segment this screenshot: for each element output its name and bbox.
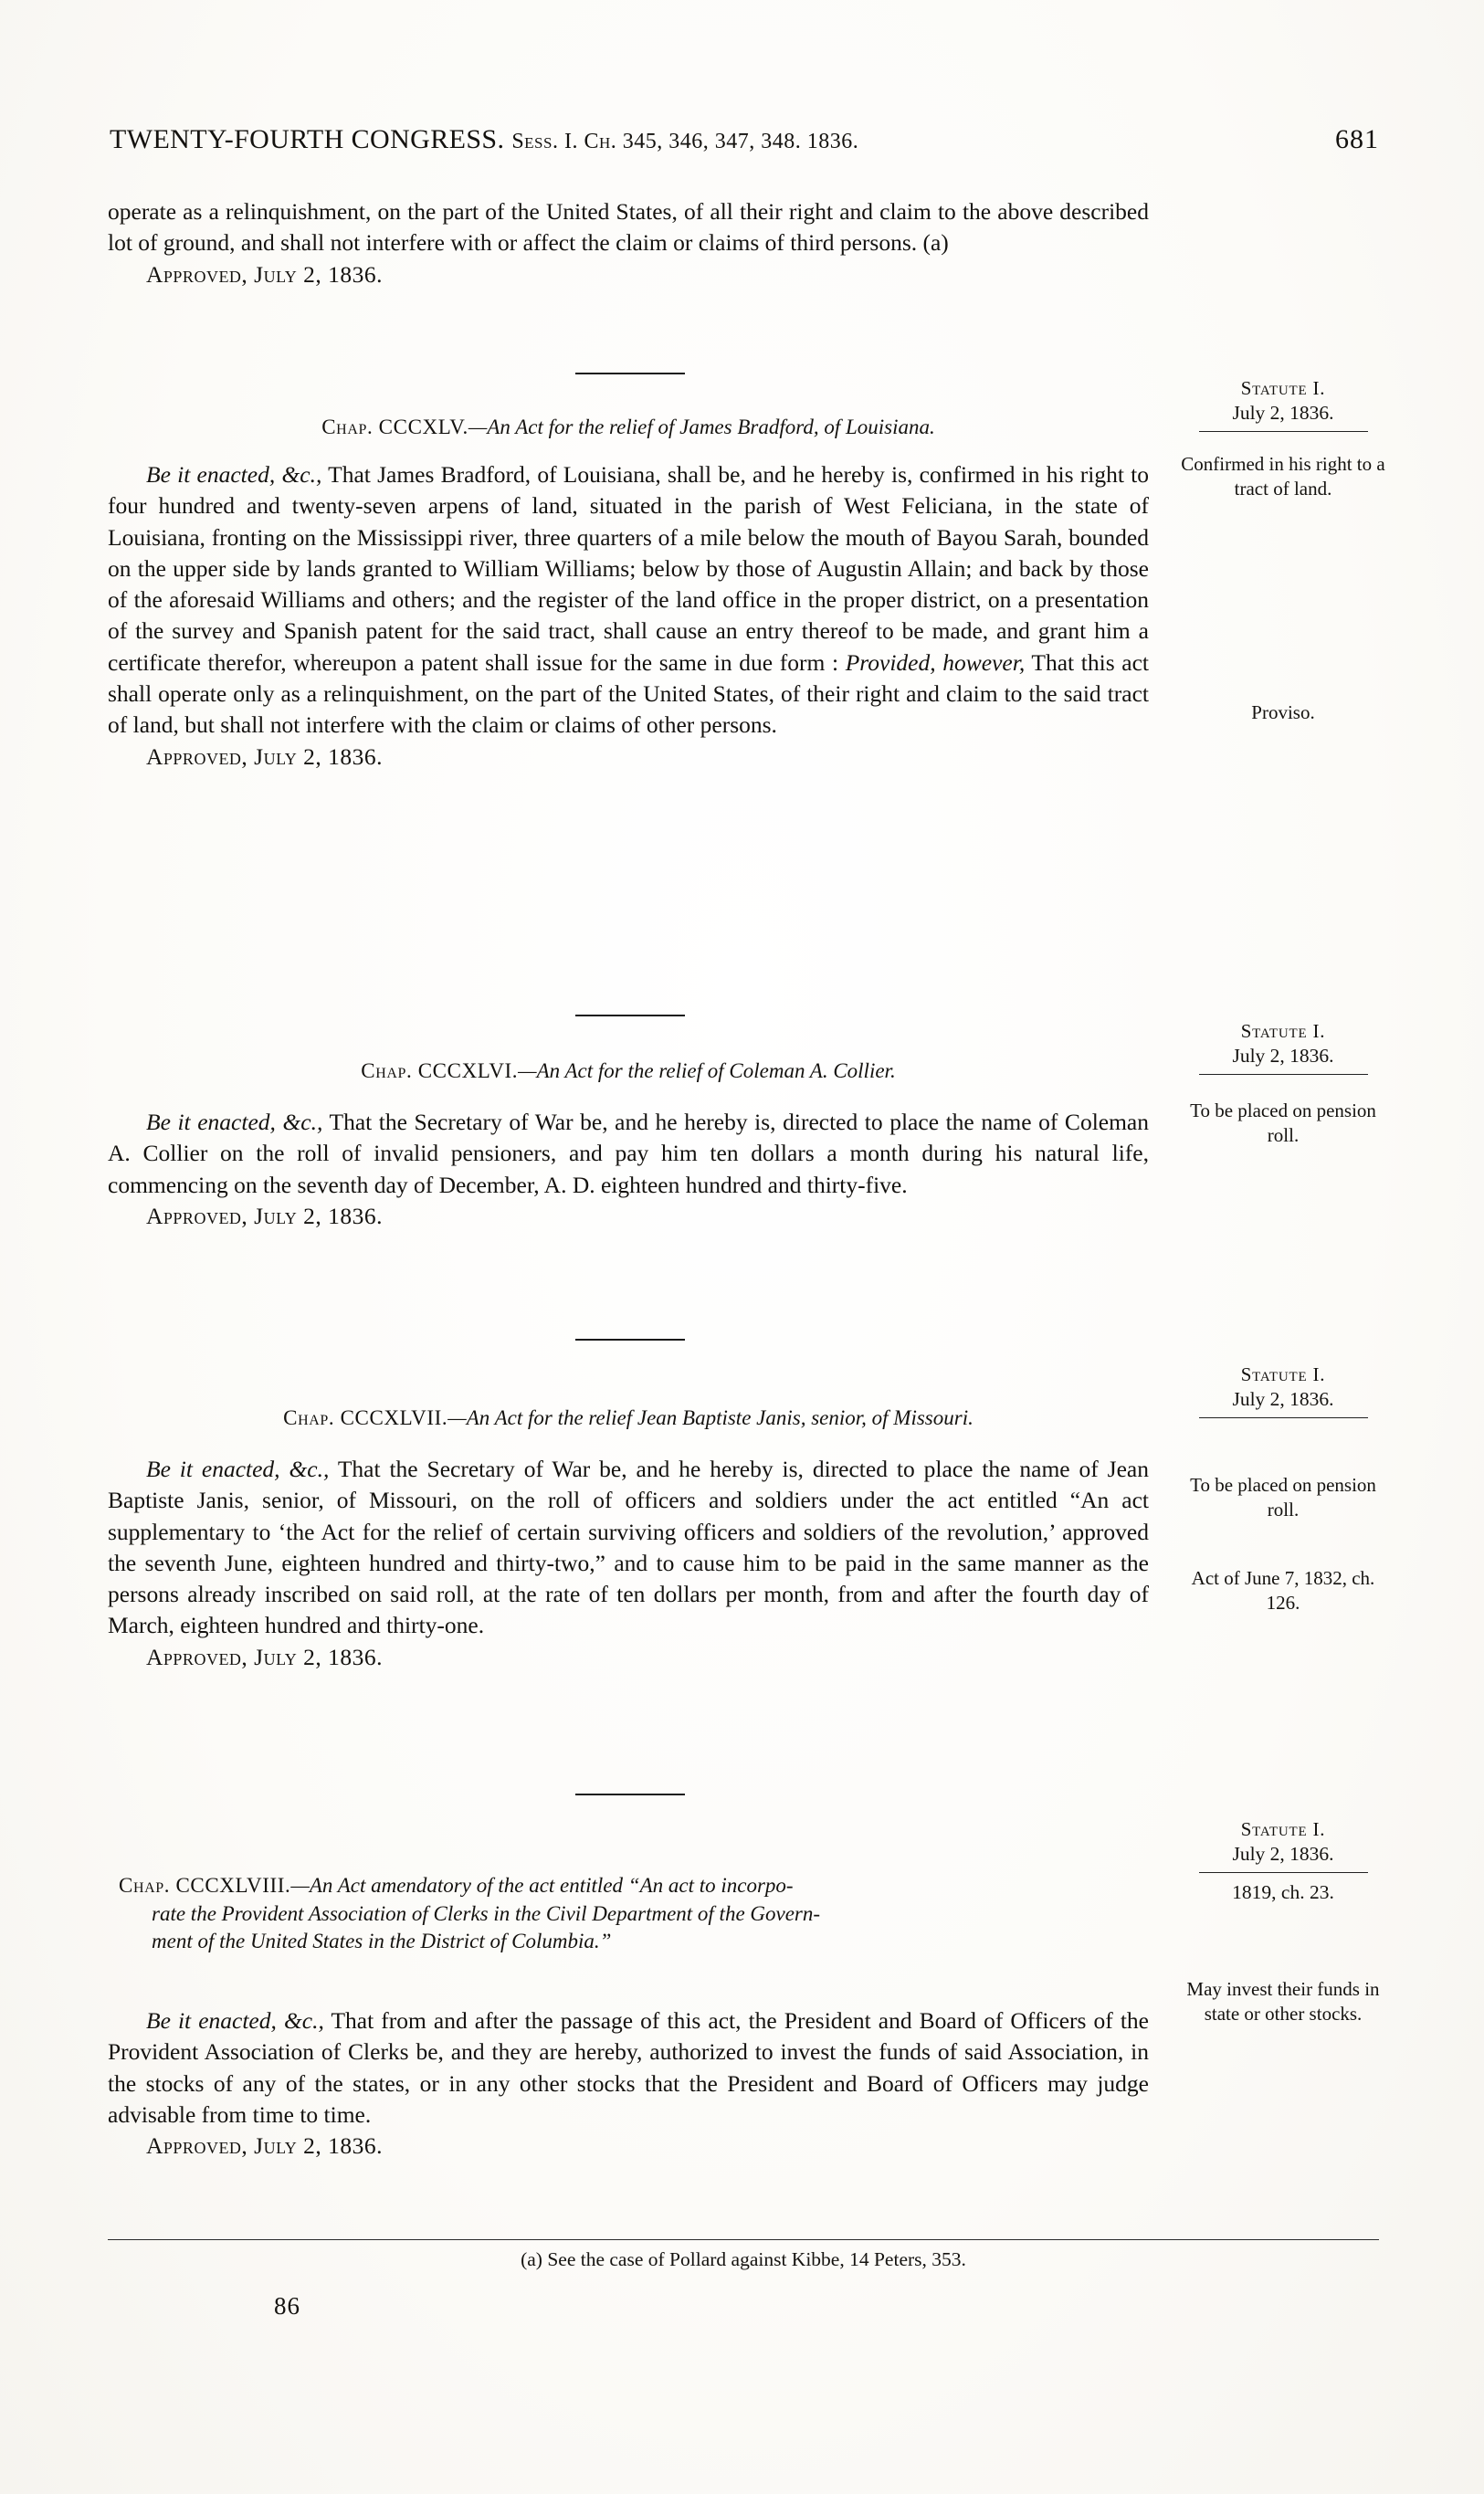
continued-paragraph: operate as a relinquishment, on the part of the United States, of all their right and claim to the above described lot of ground, and shall not interfere with or affect the claim or claims of third persons. (a) xyxy=(108,198,1149,257)
chapter-345-body-tail: That this act shall operate only as a relinquishment, on the part of the United States, of their right and claim to the said tract of land, but shall not interfere with the claim or claims of other persons. xyxy=(108,648,1149,739)
statute-date-345: July 2, 1836. xyxy=(1232,402,1334,425)
section-divider-rule-3 xyxy=(575,1339,685,1341)
margin-rule-346 xyxy=(1199,1074,1368,1075)
statute-label-345: Statute I. xyxy=(1240,377,1326,399)
chapter-347-dash: — xyxy=(447,1406,467,1429)
signature-mark: 86 xyxy=(274,2292,300,2320)
margin-note-345 xyxy=(1178,376,1388,725)
chapter-348-title-line2: rate the Provident Association of Clerks in the Civil Department of the Govern- xyxy=(152,1901,821,1925)
chapter-348-heading xyxy=(119,1872,1142,1956)
margin-note-348 xyxy=(1178,1817,1388,2026)
chapter-348-title-line3: ment of the United States in the District of Columbia.” xyxy=(152,1930,612,1953)
margin-note-346-1: To be placed on pension roll. xyxy=(1190,1100,1376,1147)
statute-label-346: Statute I. xyxy=(1240,1020,1326,1042)
running-head xyxy=(110,124,1379,155)
chapter-348-body-block xyxy=(108,2005,1149,2162)
chapter-346-number: Chap. CCCXLVI. xyxy=(361,1059,519,1082)
approved-line-top: Approved, July 2, 1836. xyxy=(146,260,384,288)
section-divider-rule-2 xyxy=(575,1015,685,1016)
chapter-345-title: An Act for the relief of James Bradford, of Louisiana. xyxy=(487,416,935,438)
continued-paragraph-block xyxy=(108,196,1149,290)
chapter-345-body xyxy=(108,459,1149,742)
statute-reference-348: 1819, ch. 23. xyxy=(1232,1881,1334,1904)
approved-line-348: Approved, July 2, 1836. xyxy=(146,2132,384,2160)
chapter-348-dash: — xyxy=(290,1874,310,1897)
section-divider-rule xyxy=(575,373,685,374)
margin-note-348-1: May invest their funds in state or other stocks. xyxy=(1186,1978,1380,2026)
approved-line-345: Approved, July 2, 1836. xyxy=(146,742,384,770)
chapter-348-body xyxy=(108,2005,1149,2131)
statute-label-347: Statute I. xyxy=(1240,1363,1326,1385)
page-title-congress: TWENTY-FOURTH CONGRESS. xyxy=(110,124,505,154)
margin-note-346 xyxy=(1178,1019,1388,1148)
margin-note-347 xyxy=(1178,1363,1388,1615)
chapter-346-body xyxy=(108,1107,1149,1201)
chapter-346-title: An Act for the relief of Coleman A. Collier. xyxy=(536,1059,896,1082)
chapter-345-proviso-italic: Provided, however, xyxy=(845,648,1026,676)
chapter-347-heading-block xyxy=(108,1405,1149,1433)
footnote-rule xyxy=(108,2239,1379,2240)
margin-rule-345 xyxy=(1199,431,1368,432)
page-number: 681 xyxy=(1335,124,1379,154)
statute-date-347: July 2, 1836. xyxy=(1232,1388,1334,1411)
margin-rule-347 xyxy=(1199,1417,1368,1418)
statute-date-348: July 2, 1836. xyxy=(1232,1843,1334,1866)
enacting-clause-346: Be it enacted, &c., xyxy=(146,1109,323,1135)
margin-note-345-1: Confirmed in his right to a tract of land. xyxy=(1181,453,1385,500)
approved-line-346: Approved, July 2, 1836. xyxy=(146,1202,384,1229)
margin-note-347-1: To be placed on pension roll. xyxy=(1190,1474,1376,1521)
chapter-346-body-text: That the Secretary of War be, and he hereby is, directed to place the name of Coleman A. Collier on the roll of invalid pensioners, and pay him ten dollars a month during his natural life, commencing on the seventh day of December, A. D. eighteen hundred and thirty-five. xyxy=(108,1109,1149,1198)
chapter-345-heading-block xyxy=(108,414,1149,442)
chapter-347-heading xyxy=(108,1405,1149,1433)
section-divider-rule-4 xyxy=(575,1794,685,1795)
enacting-clause-345: Be it enacted, &c., xyxy=(146,461,322,488)
chapter-347-title: An Act for the relief Jean Baptiste Janis, senior, of Missouri. xyxy=(466,1406,974,1429)
chapter-348-body-text: That from and after the passage of this act, the President and Board of Officers of the Provident Association of Clerks be, and they are hereby, authorized to invest the funds of said Association, in the stocks of any of the states, or in any other stocks that the President and Board of Officers may judge advisable from time to time. xyxy=(108,2007,1149,2128)
chapter-347-body-text: That the Secretary of War be, and he hereby is, directed to place the name of Jean Baptiste Janis, senior, of Missouri, on the roll of officers and soldiers under the act entitled “An act supplementary to ‘the Act for the relief of certain surviving officers and soldiers of the revolution,’ approved the seventh June, eighteen hundred and thirty-two,” and to cause him to be paid in the same manner as the persons already inscribed on said roll, at the rate of ten dollars per month, from and after the fourth day of March, eighteen hundred and thirty-one. xyxy=(108,1456,1149,1639)
margin-rule-348 xyxy=(1199,1872,1368,1873)
statute-label-348: Statute I. xyxy=(1240,1818,1326,1840)
chapter-347-body-block xyxy=(108,1454,1149,1673)
chapter-345-number: Chap. CCCXLV. xyxy=(321,416,468,438)
margin-note-345-2: Proviso. xyxy=(1251,700,1315,723)
enacting-clause-348: Be it enacted, &c., xyxy=(146,2007,324,2034)
statute-date-346: July 2, 1836. xyxy=(1232,1045,1334,1068)
page-title xyxy=(110,124,858,155)
enacting-clause-347: Be it enacted, &c., xyxy=(146,1456,330,1482)
chapter-347-body xyxy=(108,1454,1149,1642)
chapter-346-body-block xyxy=(108,1107,1149,1232)
chapter-348-number: Chap. CCCXLVIII. xyxy=(119,1874,291,1897)
approved-line-347: Approved, July 2, 1836. xyxy=(146,1643,384,1670)
page-title-session: Sess. I. Ch. 345, 346, 347, 348. 1836. xyxy=(511,130,859,153)
chapter-346-heading xyxy=(108,1058,1149,1086)
chapter-346-dash: — xyxy=(518,1059,537,1082)
chapter-345-dash: — xyxy=(468,416,488,438)
chapter-345-body-text: That James Bradford, of Louisiana, shall be, and he hereby is, confirmed in his right to four hundred and twenty-seven arpens of land, situated in the parish of West Feliciana, in the state of Louisiana, fronting on the Mississippi river, three quarters of a mile below the mouth of Bayou Sarah, bounded on the upper side by lands granted to William Williams; below by those of Augustin Allain; and back by those of the aforesaid Williams and others; and the register of the land office in the proper district, on a presentation of the survey and Spanish patent for the said tract, shall cause an entry thereof to be made, and grant him a certificate therefor, whereupon a patent shall issue for the same in due form : xyxy=(108,461,1149,676)
chapter-348-heading-block xyxy=(119,1872,1142,1956)
footnote: (a) See the case of Pollard against Kibbe, 14 Peters, 353. xyxy=(521,2248,966,2270)
chapter-348-title: An Act amendatory of the act entitled “An act to incorpo- xyxy=(309,1874,794,1897)
chapter-345-heading xyxy=(108,414,1149,442)
margin-note-347-2: Act of June 7, 1832, ch. 126. xyxy=(1191,1566,1375,1614)
chapter-345-body-block xyxy=(108,459,1149,773)
chapter-347-number: Chap. CCCXLVII. xyxy=(283,1406,448,1429)
chapter-346-heading-block xyxy=(108,1058,1149,1086)
